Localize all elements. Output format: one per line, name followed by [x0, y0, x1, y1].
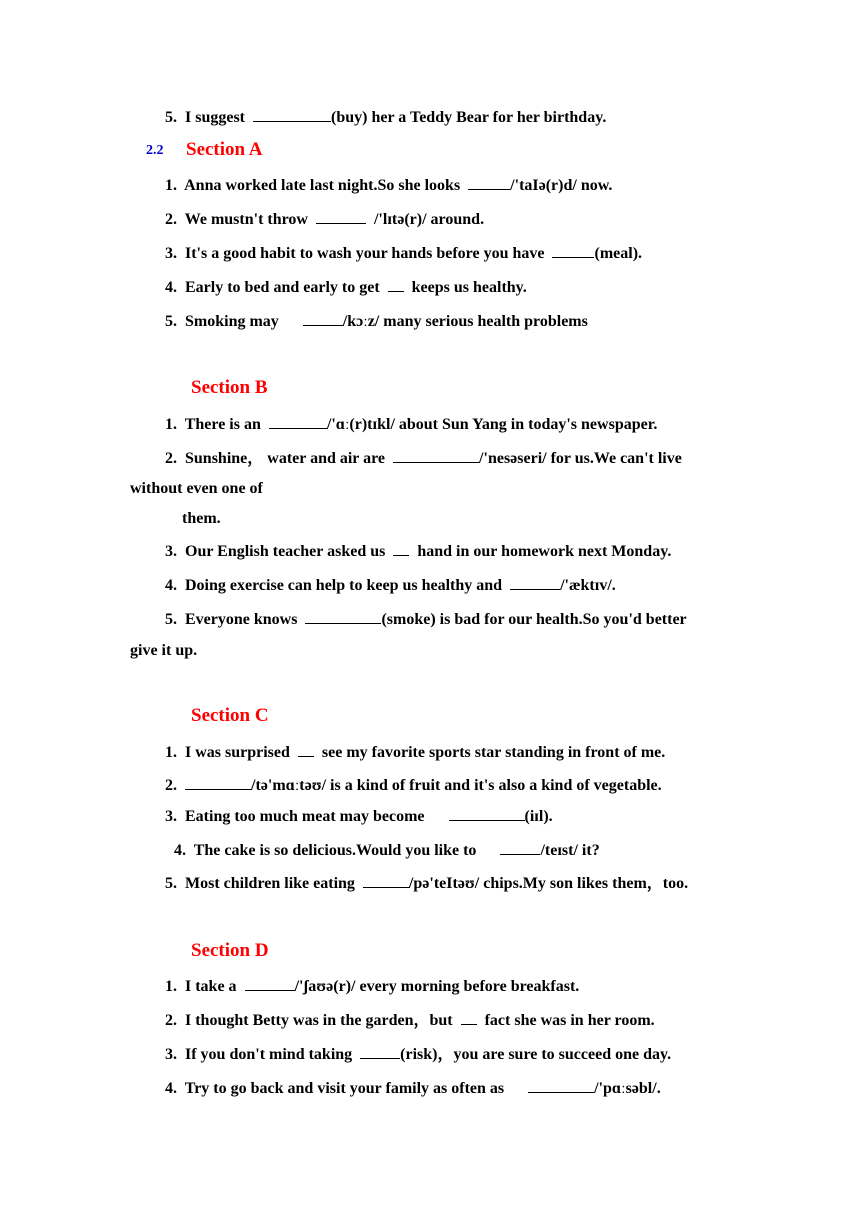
question-a-5: [165, 310, 588, 332]
question-text-after: /pə'teItəʊ/ chips.My son likes them，too.: [408, 875, 689, 892]
question-a-2: [165, 208, 484, 230]
question-text-before: I take a: [185, 978, 237, 995]
answer-blank[interactable]: [528, 1077, 594, 1093]
question-c-1: [165, 741, 665, 763]
question-number: 3.: [165, 543, 177, 560]
question-text-before: Anna worked late last night.So she looks: [184, 177, 461, 194]
answer-blank[interactable]: [269, 413, 327, 429]
question-number: 4.: [174, 842, 186, 859]
answer-blank[interactable]: [363, 872, 409, 888]
answer-blank[interactable]: [305, 608, 381, 624]
question-a-3: [165, 242, 642, 264]
question-text-after: keeps us healthy.: [411, 279, 527, 296]
question-a-1: [165, 174, 612, 196]
answer-blank[interactable]: [316, 208, 366, 224]
question-text-after: /'ʃaʊə(r)/ every morning before breakfast.: [294, 978, 580, 995]
question-b-5-continued: give it up.: [130, 642, 198, 659]
section-number: 2.2: [146, 143, 164, 158]
answer-blank[interactable]: [461, 1009, 477, 1025]
question-b-2-continued: without even one of: [130, 480, 263, 497]
question-text-before: Everyone knows: [185, 611, 298, 628]
question-text-before: I thought Betty was in the garden，but: [185, 1012, 453, 1029]
answer-blank[interactable]: [185, 774, 251, 790]
answer-blank[interactable]: [245, 975, 295, 991]
question-b-5: [165, 608, 687, 630]
question-number: 4.: [165, 577, 177, 594]
question-number: 3.: [165, 245, 177, 262]
question-text-after: fact she was in her room.: [484, 1012, 655, 1029]
question-number: 5.: [165, 109, 177, 126]
question-c-3: [165, 805, 553, 827]
question-text-after: /kɔːz/ many serious health problems: [342, 313, 588, 330]
question-number: 5.: [165, 611, 177, 628]
question-a-4: [165, 276, 527, 298]
answer-blank[interactable]: [298, 741, 314, 757]
question-text-before: If you don't mind taking: [185, 1046, 353, 1063]
question-number: 1.: [165, 744, 177, 761]
question-text-after: /'æktɪv/.: [560, 577, 616, 594]
question-number: 1.: [165, 416, 177, 433]
question-text-after: hand in our homework next Monday.: [417, 543, 672, 560]
question-text-before: Early to bed and early to get: [185, 279, 380, 296]
question-text-before: It's a good habit to wash your hands before you have: [185, 245, 545, 262]
question-text-after: /'taIə(r)d/ now.: [510, 177, 613, 194]
section-c-heading: Section C: [191, 705, 269, 726]
question-text-before: The cake is so delicious.Would you like to: [193, 842, 477, 859]
question-number: 4.: [165, 1080, 177, 1097]
question-number: 2.: [165, 777, 177, 794]
question-text-before: I was surprised: [185, 744, 290, 761]
question-number: 3.: [165, 1046, 177, 1063]
answer-blank[interactable]: [303, 310, 343, 326]
question-text-before: We mustn't throw: [184, 211, 308, 228]
question-number: 1.: [165, 177, 177, 194]
question-text-before: I suggest: [185, 109, 246, 126]
question-d-1: [165, 975, 579, 997]
answer-blank[interactable]: [253, 106, 331, 122]
question-b-2-continued-2: them.: [182, 510, 221, 527]
question-d-4: [165, 1077, 661, 1099]
answer-blank[interactable]: [360, 1043, 400, 1059]
question-number: 1.: [165, 978, 177, 995]
section-a-heading: Section A: [186, 139, 263, 160]
question-text-before: There is an: [184, 416, 261, 433]
answer-blank[interactable]: [388, 276, 404, 292]
question-text-after: /'ɑː(r)tɪkl/ about Sun Yang in today's newspaper.: [326, 416, 658, 433]
question-b-1: [165, 413, 657, 435]
question-text-before: Sunshine， water and air are: [185, 450, 386, 467]
question-text-after: /teɪst/ it?: [540, 842, 600, 859]
section-d-heading: Section D: [191, 940, 269, 961]
question-number: 5.: [165, 875, 177, 892]
answer-blank[interactable]: [393, 447, 479, 463]
question-c-4: [174, 839, 600, 861]
question-text-after: (smoke) is bad for our health.So you'd better: [381, 611, 687, 628]
question-c-2: [165, 774, 662, 796]
question-text-after: see my favorite sports star standing in front of me.: [321, 744, 666, 761]
question-number: 2.: [165, 1012, 177, 1029]
question-text-after: /'lɪtə(r)/ around.: [373, 211, 485, 228]
question-b-2: [165, 447, 682, 469]
question-number: 2.: [165, 450, 177, 467]
question-text-before: Smoking may: [185, 313, 279, 330]
section-b-heading: Section B: [191, 377, 268, 398]
question-number: 4.: [165, 279, 177, 296]
question-text-after: /'nesəseri/ for us.We can't live: [479, 450, 682, 467]
question-b-4: [165, 574, 616, 596]
question-c-5: [165, 872, 688, 894]
answer-blank[interactable]: [393, 540, 409, 556]
question-text-after: (iɪl).: [524, 808, 553, 825]
question-text-after: (meal).: [594, 245, 643, 262]
answer-blank[interactable]: [468, 174, 510, 190]
question-d-3: [165, 1043, 671, 1065]
answer-blank[interactable]: [510, 574, 560, 590]
question-text-before: Doing exercise can help to keep us healthy and: [185, 577, 503, 594]
question-number: 5.: [165, 313, 177, 330]
answer-blank[interactable]: [552, 242, 594, 258]
question-text-after: /tə'mɑːtəʊ/ is a kind of fruit and it's also a kind of vegetable.: [251, 777, 662, 794]
question-number: 3.: [165, 808, 177, 825]
answer-blank[interactable]: [500, 839, 540, 855]
question-text-before: Try to go back and visit your family as often as: [184, 1080, 505, 1097]
question-text-after: /'pɑːsəbl/.: [594, 1080, 661, 1097]
question-text-after: (buy) her a Teddy Bear for her birthday.: [331, 109, 607, 126]
question-text-before: Most children like eating: [185, 875, 355, 892]
question-top-5: [165, 106, 606, 128]
answer-blank[interactable]: [449, 805, 525, 821]
question-text-before: Eating too much meat may become: [185, 808, 425, 825]
question-b-3: [165, 540, 671, 562]
question-text-after: (risk)，you are sure to succeed one day.: [400, 1046, 672, 1063]
question-d-2: [165, 1009, 655, 1031]
question-text-before: Our English teacher asked us: [185, 543, 386, 560]
question-number: 2.: [165, 211, 177, 228]
